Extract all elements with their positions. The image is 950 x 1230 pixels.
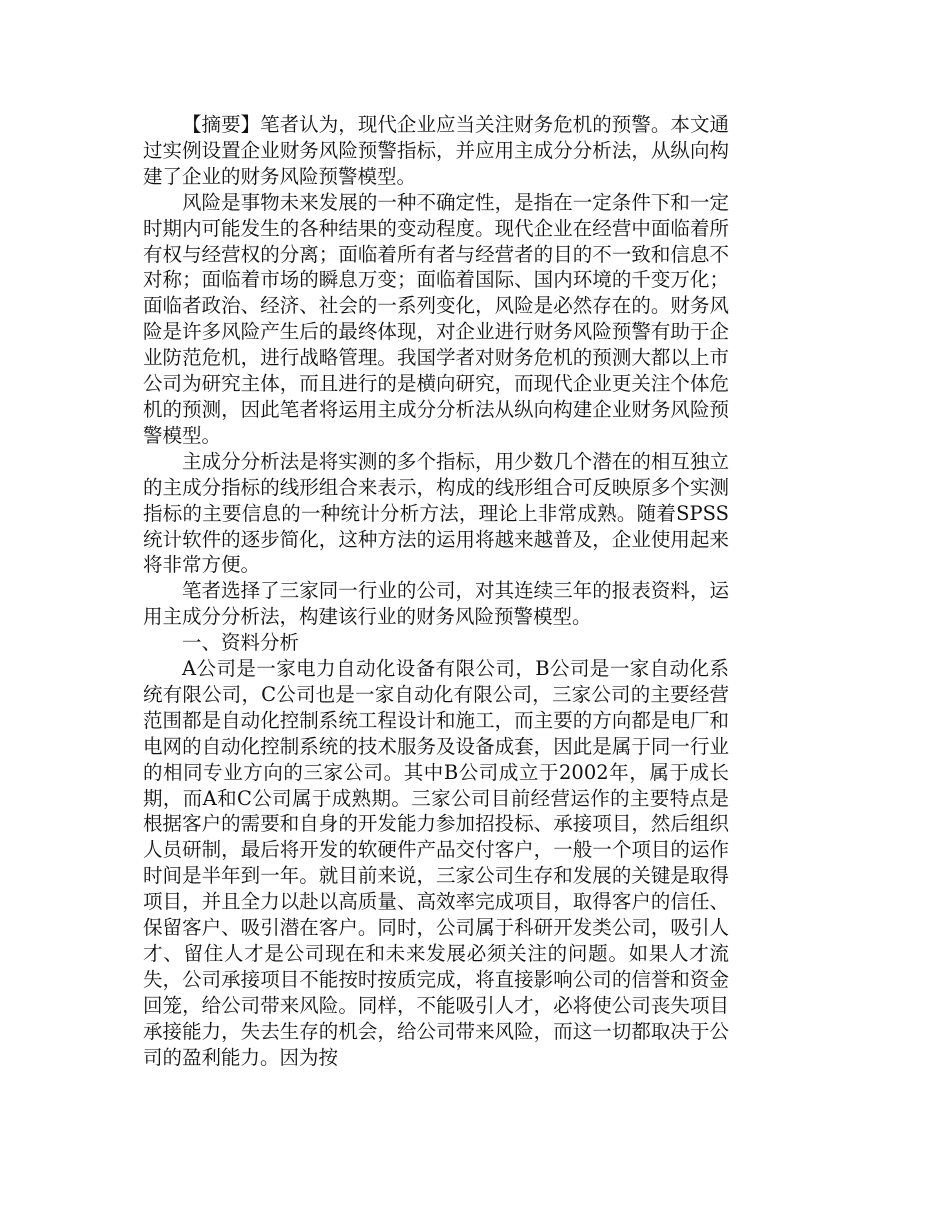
document-body (143, 112, 729, 1071)
body-paragraph: 主成分分析法是将实测的多个指标，用少数几个潜在的相互独立的主成分指标的线形组合来表示，构成的线形组合可反映原多个实测指标的主要信息的一种统计分析方法，理论上非常成熟。随着SPSS统计软件的逐步简化，这种方法的运用将越来越普及，企业使用起来将非常方便。 (143, 449, 729, 577)
body-paragraph: 笔者选择了三家同一行业的公司，对其连续三年的报表资料，运用主成分分析法，构建该行业的财务风险预警模型。 (143, 579, 729, 629)
section-heading: 一、资料分析 (182, 631, 300, 655)
body-paragraph: 风险是事物未来发展的一种不确定性，是指在一定条件下和一定时期内可能发生的各种结果的变动程度。现代企业在经营中面临着所有权与经营权的分离；面临着所有者与经营者的目的不一致和信息不对称；面临着市场的瞬息万变；面临着国际、国内环境的千变万化；面临者政治、经济、社会的一系列变化，风险是必然存在的。财务风险是许多风险产生后的最终体现，对企业进行财务风险预警有助于企业防范危机，进行战略管理。我国学者对财务危机的预测大都以上市公司为研究主体，而且进行的是横向研究，而现代企业更关注个体危机的预测，因此笔者将运用主成分分析法从纵向构建企业财务风险预警模型。 (143, 190, 729, 447)
abstract-paragraph: 【摘要】笔者认为，现代企业应当关注财务危机的预警。本文通过实例设置企业财务风险预警指标，并应用主成分分析法，从纵向构建了企业的财务风险预警模型。 (143, 113, 729, 188)
body-paragraph: A公司是一家电力自动化设备有限公司，B公司是一家自动化系统有限公司，C公司也是一家自动化有限公司，三家公司的主要经营范围都是自动化控制系统工程设计和施工，而主要的方向都是电厂和电网的自动化控制系统的技术服务及设备成套，因此是属于同一行业的相同专业方向的三家公司。其中B公司成立于2002年，属于成长期，而A和C公司属于成熟期。三家公司目前经营运作的主要特点是根据客户的需要和自身的开发能力参加招投标、承接项目，然后组织人员研制，最后将开发的软硬件产品交付客户，一般一个项目的运作时间是半年到一年。就目前来说，三家公司生存和发展的关键是取得项目，并且全力以赴以高质量、高效率完成项目，取得客户的信任、保留客户、吸引潜在客户。同时，公司属于科研开发类公司，吸引人才、留住人才是公司现在和未来发展必须关注的问题。如果人才流失，公司承接项目不能按时按质完成，将直接影响公司的信誉和资金回笼，给公司带来风险。同样，不能吸引人才，必将使公司丧失项目承接能力，失去生存的机会，给公司带来风险，而这一切都取决于公司的盈利能力。因为按 (143, 657, 729, 1069)
